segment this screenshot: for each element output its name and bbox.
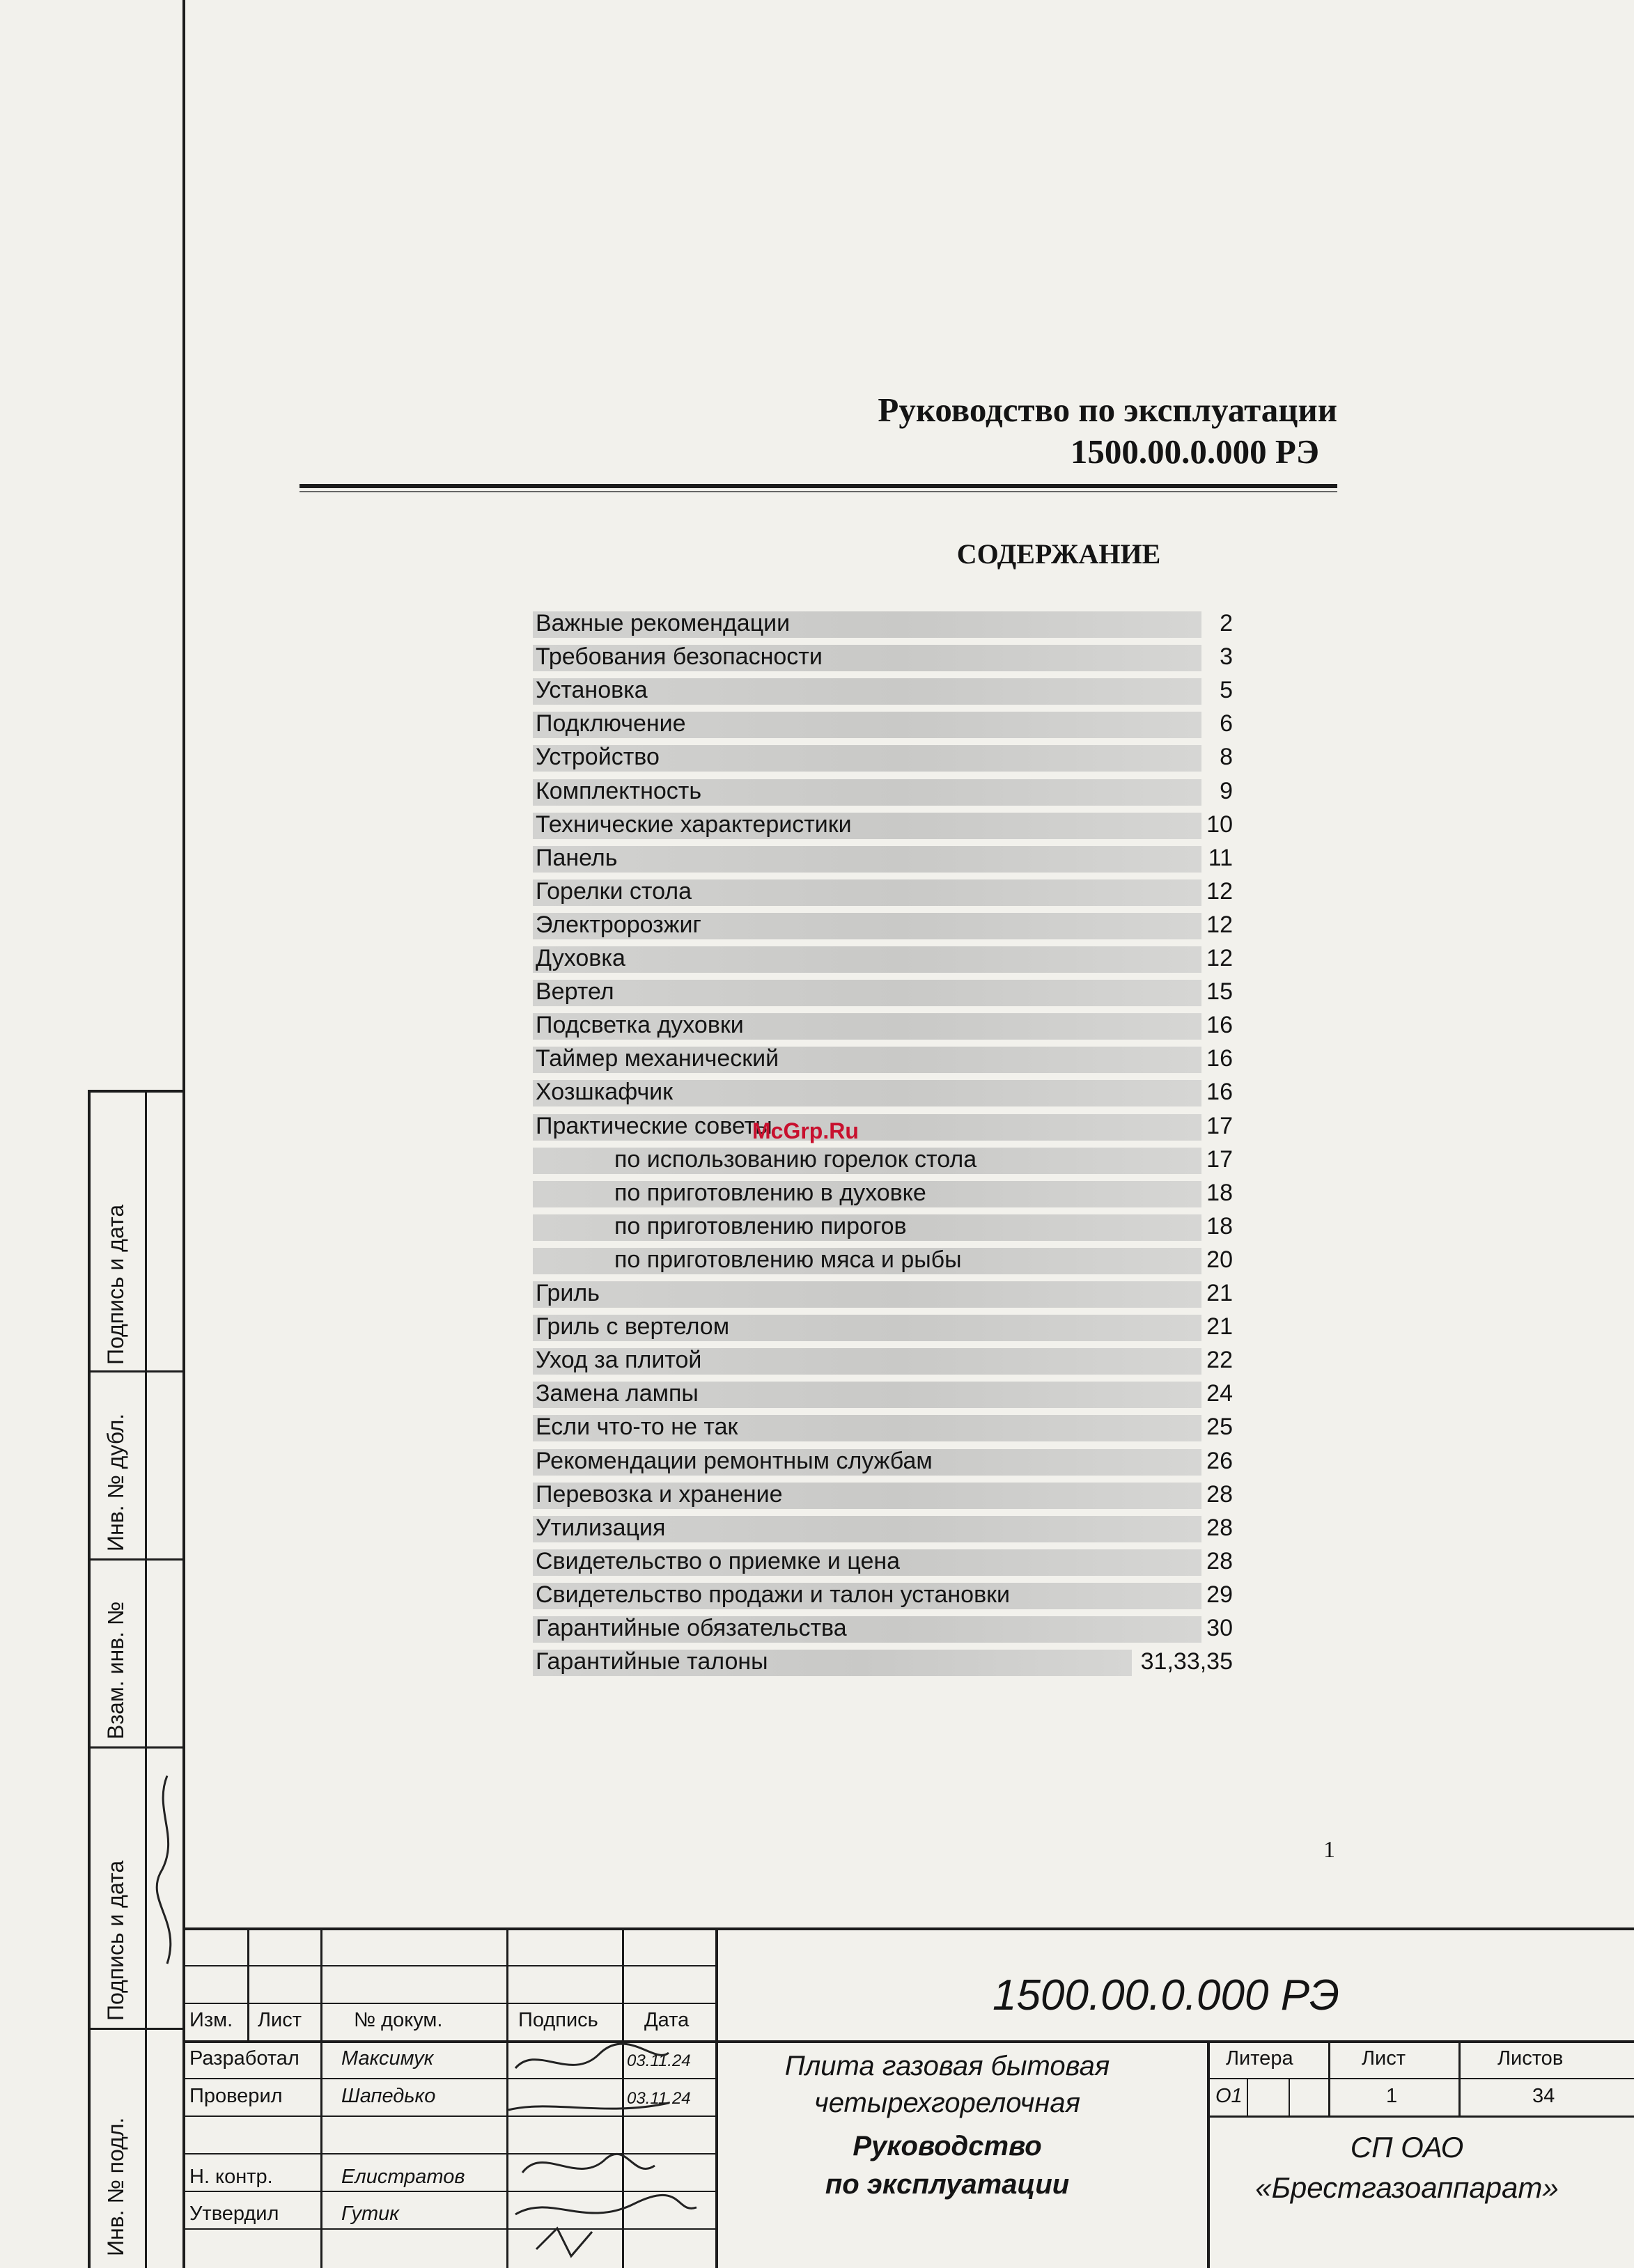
toc-item bbox=[0, 976, 1634, 1006]
stamp-col-7 bbox=[1207, 2040, 1210, 2268]
toc-item bbox=[0, 1042, 1634, 1073]
stamp-top-line bbox=[182, 1927, 1634, 1930]
toc-item bbox=[0, 808, 1634, 839]
product-doc-type-line1: Руководство bbox=[853, 2131, 1042, 2161]
stamp-list-label: Лист bbox=[1362, 2047, 1406, 2070]
stamp-col-date: Дата bbox=[644, 2009, 690, 2031]
stamp-col-1 bbox=[247, 1927, 249, 2040]
toc-item-title: Гриль bbox=[536, 1280, 600, 1306]
organization-line1: СП ОАО bbox=[1350, 2131, 1464, 2164]
toc-item bbox=[0, 741, 1634, 772]
toc-item-page: 15 bbox=[1206, 978, 1233, 1006]
toc-item bbox=[0, 1277, 1634, 1308]
toc-item-title: Гарантийные обязательства bbox=[536, 1615, 847, 1641]
side-label-sign-date-2: Подпись и дата bbox=[103, 1860, 128, 2021]
toc-item-page: 28 bbox=[1206, 1480, 1233, 1508]
toc-item bbox=[0, 1579, 1634, 1609]
toc-item-title: Рекомендации ремонтным службам bbox=[536, 1447, 933, 1474]
toc-item-page: 3 bbox=[1220, 643, 1233, 671]
signature-marks bbox=[495, 2040, 724, 2268]
toc-item-title: Технические характеристики bbox=[536, 811, 852, 838]
stamp-listov-value: 34 bbox=[1532, 2085, 1555, 2107]
watermark: McGrp.Ru bbox=[752, 1118, 859, 1143]
toc-item-title: Устройство bbox=[536, 744, 660, 771]
stamp-role-checked: Проверил bbox=[189, 2085, 283, 2107]
toc-item bbox=[0, 1377, 1634, 1408]
product-name-line2: четырехгорелочная bbox=[814, 2088, 1080, 2118]
toc-item bbox=[0, 1009, 1634, 1040]
toc-item-title: Уход за плитой bbox=[536, 1347, 702, 1374]
toc-item-page: 6 bbox=[1220, 710, 1233, 737]
toc-item-title: по приготовлению мяса и рыбы bbox=[614, 1246, 962, 1273]
toc-item bbox=[0, 707, 1634, 738]
stamp-name-developed: Максимук bbox=[341, 2047, 434, 2070]
toc-item-title: Свидетельство о приемке и цена bbox=[536, 1547, 901, 1574]
toc-item-title: Подсветка духовки bbox=[536, 1012, 744, 1039]
toc-item-title: Если что-то не так bbox=[536, 1414, 738, 1441]
toc-item-page: 8 bbox=[1220, 744, 1233, 771]
toc-item-page: 2 bbox=[1220, 610, 1233, 636]
toc-item-title: Таймер механический bbox=[536, 1045, 779, 1072]
toc-item bbox=[0, 842, 1634, 873]
stamp-list-value: 1 bbox=[1386, 2085, 1398, 2107]
toc-item bbox=[0, 1545, 1634, 1576]
side-label-inv-dubl: Инв. № дубл. bbox=[103, 1413, 128, 1551]
toc-item-page: 24 bbox=[1206, 1380, 1233, 1407]
toc-item bbox=[0, 1311, 1634, 1341]
stamp-role-norm-control: Н. контр. bbox=[189, 2166, 273, 2188]
stamp-litera-label: Литера bbox=[1226, 2047, 1293, 2070]
stamp-line-r2 bbox=[182, 2003, 715, 2004]
toc-heading: СОДЕРЖАНИЕ bbox=[956, 538, 1161, 570]
toc-item-title: Утилизация bbox=[536, 1514, 666, 1541]
stamp-name-norm-control: Елистратов bbox=[341, 2166, 465, 2188]
stamp-line-r1 bbox=[182, 1965, 715, 1966]
stamp-col-doc: № докум. bbox=[354, 2009, 443, 2031]
toc-item-page: 29 bbox=[1206, 1581, 1233, 1608]
stamp-role-developed: Разработал bbox=[189, 2047, 299, 2070]
document-title: Руководство по эксплуатации bbox=[878, 391, 1337, 429]
toc-item-page: 26 bbox=[1206, 1447, 1233, 1474]
toc-item-page: 12 bbox=[1206, 945, 1233, 971]
toc-item-title: Горелки стола bbox=[536, 877, 692, 905]
stamp-line-header bbox=[182, 2040, 1634, 2043]
toc-item-title: Вертел bbox=[536, 978, 614, 1006]
stamp-litera-sep bbox=[1207, 2078, 1634, 2079]
toc-item-title: Электророзжиг bbox=[536, 911, 701, 938]
stamp-name-checked: Шапедько bbox=[341, 2085, 436, 2107]
stamp-col-list: Лист bbox=[258, 2009, 302, 2031]
toc-item bbox=[0, 875, 1634, 906]
stamp-name-approved: Гутик bbox=[341, 2203, 399, 2225]
toc-item-title: Подключение bbox=[536, 710, 686, 737]
toc-item-title: Гриль с вертелом bbox=[536, 1313, 730, 1340]
toc-item-page: 16 bbox=[1206, 1079, 1233, 1106]
stamp-col-2 bbox=[320, 1927, 322, 2040]
toc-item-page: 17 bbox=[1206, 1112, 1233, 1139]
toc-item-page: 28 bbox=[1206, 1547, 1233, 1574]
stamp-col-izm: Изм. bbox=[189, 2009, 233, 2031]
side-label-inv-podl: Инв. № подл. bbox=[103, 2117, 128, 2256]
stamp-listov-label: Листов bbox=[1497, 2047, 1564, 2070]
toc-item-page: 18 bbox=[1206, 1179, 1233, 1206]
page-number: 1 bbox=[1323, 1837, 1335, 1863]
toc-item bbox=[0, 1411, 1634, 1441]
side-stamp-sep4 bbox=[88, 2028, 184, 2030]
toc-item-title: Замена лампы bbox=[536, 1380, 699, 1407]
toc-item-page: 11 bbox=[1208, 844, 1233, 871]
toc-item-title: Панель bbox=[536, 844, 618, 871]
toc-item-title: Перевозка и хранение bbox=[536, 1480, 783, 1508]
toc-item-page: 5 bbox=[1220, 677, 1233, 704]
side-stamp-sep3 bbox=[88, 1746, 184, 1749]
toc-item-page: 10 bbox=[1206, 811, 1233, 838]
stamp-org-sep bbox=[1207, 2116, 1634, 2118]
toc-item bbox=[0, 1645, 1634, 1676]
stamp-doc-number: 1500.00.0.000 РЭ bbox=[993, 1971, 1340, 2019]
toc-item-page: 31,33,35 bbox=[1140, 1648, 1233, 1675]
toc-item-title: по приготовлению в духовке bbox=[614, 1179, 926, 1206]
side-label-vzam-inv: Взам. инв. № bbox=[103, 1601, 128, 1739]
document-code: 1500.00.0.000 РЭ bbox=[1070, 432, 1319, 471]
toc-item-title: Установка bbox=[536, 677, 648, 704]
toc-item bbox=[0, 1210, 1634, 1241]
stamp-col-11 bbox=[1289, 2078, 1290, 2116]
toc-item bbox=[0, 909, 1634, 939]
stamp-date-developed: 03.11.24 bbox=[627, 2051, 691, 2070]
toc-item-page: 9 bbox=[1220, 777, 1233, 804]
toc-item bbox=[0, 1177, 1634, 1207]
toc-item-title: Гарантийные талоны bbox=[536, 1648, 768, 1675]
stamp-role-approved: Утвердил bbox=[189, 2203, 279, 2225]
toc-item bbox=[0, 1344, 1634, 1375]
toc-item-title: Духовка bbox=[536, 945, 625, 971]
toc-item bbox=[0, 1143, 1634, 1174]
toc-item-page: 21 bbox=[1206, 1280, 1233, 1306]
toc-item-title: Важные рекомендации bbox=[536, 610, 791, 636]
organization-line2: «Брестгазоаппарат» bbox=[1255, 2171, 1559, 2204]
toc-item-title: по использованию горелок стола bbox=[614, 1145, 977, 1173]
toc-item-page: 17 bbox=[1206, 1145, 1233, 1173]
toc-item-page: 12 bbox=[1206, 877, 1233, 905]
toc-item-page: 22 bbox=[1206, 1347, 1233, 1374]
toc-item bbox=[0, 1478, 1634, 1509]
side-signature-mark bbox=[139, 1769, 195, 1978]
stamp-col-sign: Подпись bbox=[518, 2009, 598, 2031]
toc-item-title: Требования безопасности bbox=[536, 643, 823, 671]
side-label-sign-date-1: Подпись и дата bbox=[103, 1204, 128, 1365]
toc-item-page: 18 bbox=[1206, 1212, 1233, 1239]
title-underline-thin bbox=[299, 491, 1337, 492]
toc-item bbox=[0, 641, 1634, 671]
toc-item-title: Свидетельство продажи и талон установки bbox=[536, 1581, 1010, 1608]
toc-item-title: по приготовлению пирогов bbox=[614, 1212, 907, 1239]
toc-item bbox=[0, 1445, 1634, 1476]
toc-item bbox=[0, 607, 1634, 638]
toc-item-page: 12 bbox=[1206, 911, 1233, 938]
toc-item-page: 25 bbox=[1206, 1414, 1233, 1441]
product-name-line1: Плита газовая бытовая bbox=[784, 2051, 1110, 2081]
toc-item-title: Комплектность bbox=[536, 777, 702, 804]
toc-item-page: 16 bbox=[1206, 1012, 1233, 1039]
toc-item-page: 21 bbox=[1206, 1313, 1233, 1340]
toc-item-page: 30 bbox=[1206, 1615, 1233, 1641]
toc-item bbox=[0, 1512, 1634, 1542]
toc-item-page: 20 bbox=[1206, 1246, 1233, 1273]
toc-item bbox=[0, 1076, 1634, 1106]
toc-item bbox=[0, 674, 1634, 705]
toc-item-title: Хозшкафчик bbox=[536, 1079, 674, 1106]
toc-item-page: 28 bbox=[1206, 1514, 1233, 1541]
title-underline bbox=[299, 484, 1337, 488]
toc-item bbox=[0, 942, 1634, 973]
stamp-date-checked: 03.11.24 bbox=[627, 2089, 691, 2108]
toc-item-page: 16 bbox=[1206, 1045, 1233, 1072]
stamp-col-10 bbox=[1247, 2078, 1248, 2116]
product-doc-type-line2: по эксплуатации bbox=[825, 2169, 1070, 2200]
toc-item-title: Практические советы bbox=[536, 1112, 772, 1139]
toc-item bbox=[0, 1244, 1634, 1274]
stamp-litera-value: О1 bbox=[1215, 2085, 1243, 2107]
stamp-col-3 bbox=[320, 2040, 322, 2268]
toc-item bbox=[0, 775, 1634, 806]
toc-item bbox=[0, 1612, 1634, 1643]
